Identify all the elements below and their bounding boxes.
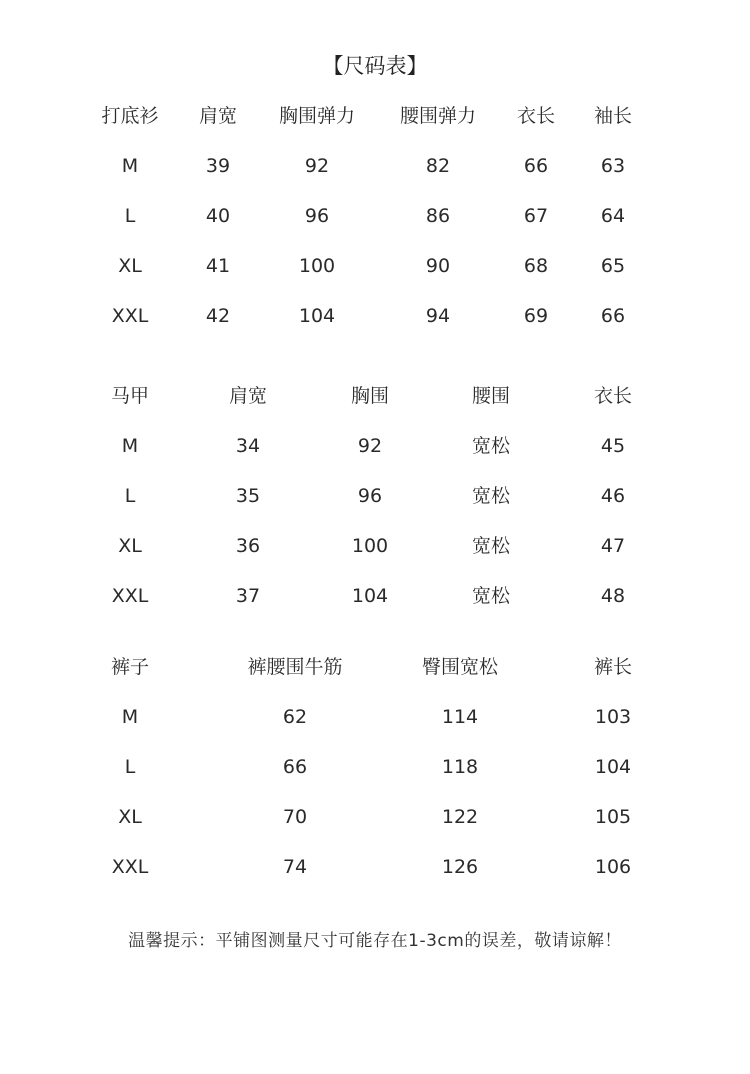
table-row bbox=[0, 751, 750, 783]
table-cell: 36 bbox=[235, 535, 261, 557]
table-cell: 69 bbox=[523, 305, 549, 327]
table-row bbox=[0, 701, 750, 733]
table-cell: 114 bbox=[441, 706, 479, 728]
table-cell: 40 bbox=[205, 205, 231, 227]
page-title: 【尺码表】 bbox=[322, 54, 428, 78]
table-cell: 47 bbox=[600, 535, 626, 557]
header-cell: 衣长 bbox=[593, 385, 632, 407]
table-cell: 41 bbox=[205, 255, 231, 277]
table-cell: 宽松 bbox=[471, 535, 510, 557]
header-cell: 腰围 bbox=[471, 385, 510, 407]
table-cell: 66 bbox=[282, 756, 308, 778]
table-cell: 122 bbox=[441, 806, 479, 828]
table-cell: 46 bbox=[600, 485, 626, 507]
table-row bbox=[0, 530, 750, 562]
table-row bbox=[0, 580, 750, 612]
table-row bbox=[0, 250, 750, 282]
table-cell: L bbox=[124, 756, 136, 778]
table-cell: 104 bbox=[298, 305, 336, 327]
header-cell: 马甲 bbox=[110, 385, 149, 407]
table-cell: 126 bbox=[441, 856, 479, 878]
table-header-row bbox=[0, 100, 750, 132]
header-cell: 裤腰围牛筋 bbox=[247, 656, 343, 678]
table-cell: M bbox=[121, 435, 139, 457]
table-cell: 96 bbox=[304, 205, 330, 227]
header-cell: 胸围弹力 bbox=[278, 105, 355, 127]
table-cell: 67 bbox=[523, 205, 549, 227]
table-row bbox=[0, 801, 750, 833]
table-header-row bbox=[0, 380, 750, 412]
table-cell: 70 bbox=[282, 806, 308, 828]
table-row bbox=[0, 300, 750, 332]
table-cell: 65 bbox=[600, 255, 626, 277]
header-cell: 打底衫 bbox=[101, 105, 159, 127]
table-cell: 45 bbox=[600, 435, 626, 457]
table-row bbox=[0, 480, 750, 512]
header-cell: 肩宽 bbox=[198, 105, 237, 127]
table-cell: 105 bbox=[594, 806, 632, 828]
header-cell: 胸围 bbox=[350, 385, 389, 407]
table-header-row bbox=[0, 651, 750, 683]
table-cell: 66 bbox=[523, 155, 549, 177]
table-cell: 100 bbox=[351, 535, 389, 557]
table-cell: L bbox=[124, 485, 136, 507]
table-cell: XL bbox=[118, 806, 142, 828]
table-cell: 82 bbox=[425, 155, 451, 177]
table-cell: XXL bbox=[111, 305, 149, 327]
table-cell: 35 bbox=[235, 485, 261, 507]
table-cell: 104 bbox=[351, 585, 389, 607]
table-cell: 宽松 bbox=[471, 435, 510, 457]
table-cell: XXL bbox=[111, 585, 149, 607]
table-cell: 103 bbox=[594, 706, 632, 728]
table-cell: 63 bbox=[600, 155, 626, 177]
table-cell: XL bbox=[118, 535, 142, 557]
table-cell: 106 bbox=[594, 856, 632, 878]
header-cell: 腰围弹力 bbox=[399, 105, 476, 127]
table-cell: 66 bbox=[600, 305, 626, 327]
measurement-note: 温馨提示：平铺图测量尺寸可能存在1-3cm的误差，敬请谅解！ bbox=[128, 931, 622, 951]
table-cell: 118 bbox=[441, 756, 479, 778]
table-cell: 92 bbox=[304, 155, 330, 177]
table-cell: 100 bbox=[298, 255, 336, 277]
table-cell: 37 bbox=[235, 585, 261, 607]
table-cell: 34 bbox=[235, 435, 261, 457]
table-cell: L bbox=[124, 205, 136, 227]
table-cell: 68 bbox=[523, 255, 549, 277]
table-cell: 94 bbox=[425, 305, 451, 327]
table-row bbox=[0, 851, 750, 883]
table-cell: 宽松 bbox=[471, 485, 510, 507]
table-row bbox=[0, 150, 750, 182]
table-row bbox=[0, 430, 750, 462]
table-cell: 62 bbox=[282, 706, 308, 728]
table-cell: 86 bbox=[425, 205, 451, 227]
table-cell: M bbox=[121, 155, 139, 177]
table-cell: M bbox=[121, 706, 139, 728]
table-cell: 39 bbox=[205, 155, 231, 177]
table-cell: XXL bbox=[111, 856, 149, 878]
header-cell: 肩宽 bbox=[228, 385, 267, 407]
table-cell: XL bbox=[118, 255, 142, 277]
table-cell: 90 bbox=[425, 255, 451, 277]
table-cell: 宽松 bbox=[471, 585, 510, 607]
table-cell: 104 bbox=[594, 756, 632, 778]
table-cell: 74 bbox=[282, 856, 308, 878]
header-cell: 臀围宽松 bbox=[421, 656, 498, 678]
header-cell: 衣长 bbox=[516, 105, 555, 127]
table-cell: 92 bbox=[357, 435, 383, 457]
table-row bbox=[0, 200, 750, 232]
header-cell: 裤长 bbox=[593, 656, 632, 678]
table-cell: 96 bbox=[357, 485, 383, 507]
header-cell: 裤子 bbox=[110, 656, 149, 678]
header-cell: 袖长 bbox=[593, 105, 632, 127]
table-cell: 64 bbox=[600, 205, 626, 227]
table-cell: 42 bbox=[205, 305, 231, 327]
table-cell: 48 bbox=[600, 585, 626, 607]
